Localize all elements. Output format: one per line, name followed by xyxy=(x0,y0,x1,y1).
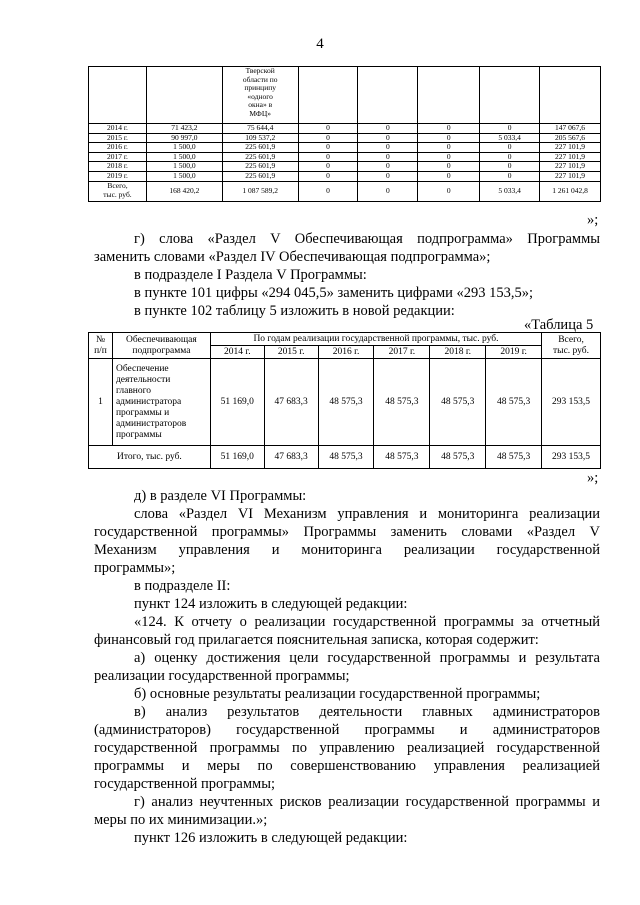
paragraph-g3: в пункте 101 цифры «294 045,5» заменить цифрами «293 153,5»; xyxy=(134,285,534,301)
table-header-row: 2014 г. 2015 г. 2016 г. 2017 г. 2018 г. 2019 г. xyxy=(89,346,601,359)
point-124-line1: «124. К отчету о реализации государственной программы за отчетный xyxy=(134,614,600,630)
item-b: б) основные результаты реализации государственной программы; xyxy=(134,686,541,702)
paragraph-g-line1: г) слова «Раздел V Обеспечивающая подпрограмма» Программы xyxy=(134,231,600,247)
section-d-intro: д) в разделе VI Программы: xyxy=(134,488,307,504)
section-d-paragraph1-line4: программы»; xyxy=(94,560,176,576)
table1-closing-quote: »; xyxy=(587,212,599,228)
item-a-line1: а) оценку достижения цели государственной программы и результата xyxy=(134,650,600,666)
item-v-line4: программы и меры по совершенствованию управления реализацией xyxy=(94,758,600,774)
item-v-line1: в) анализ результатов деятельности главных администраторов xyxy=(134,704,600,720)
item-v-line3: государственной программы по управлению реализацией государственной xyxy=(94,740,600,756)
table-row: 2017 г. 1 500,0 225 601,9 0 0 0 0 227 101,9 xyxy=(89,152,601,162)
table-header-row xyxy=(89,333,601,346)
section-d-paragraph1: слова «Раздел VI Механизм управления и мониторинга реализации xyxy=(134,506,600,522)
table-total-row: Всего, тыс. руб. 168 420,2 1 087 589,2 0 0 0 5 033,4 1 261 042,8 xyxy=(89,181,601,201)
item-g-line2: меры по их минимизации.»; xyxy=(94,812,268,828)
table-row: 2016 г. 1 500,0 225 601,9 0 0 0 0 227 101,9 xyxy=(89,143,601,153)
item-v-line5: государственной программы; xyxy=(94,776,275,792)
table-row: 1 Обеспечение деятельности главного администратора программы и администраторов программы 51 169,0 47 683,3 48 575,3 48 575,3 48 575,3 48 575,3 293 153,5 xyxy=(89,359,601,446)
table-row: 2014 г. 71 423,2 75 644,4 0 0 0 0 147 067,6 xyxy=(89,124,601,134)
point-124-line2: финансовый год прилагается пояснительная записка, которая содержит: xyxy=(94,632,539,648)
header-subprogram: Обеспечивающая подпрограмма xyxy=(112,333,210,359)
table-row xyxy=(89,67,601,124)
row-description: Обеспечение деятельности главного администратора программы и администраторов программы xyxy=(112,359,210,446)
header-num: № п/п xyxy=(89,333,113,359)
page-number: 4 xyxy=(316,36,324,52)
header-years-group: По годам реализации государственной программы, тыс. руб. xyxy=(210,333,541,346)
paragraph-g4: в пункте 102 таблицу 5 изложить в новой редакции: xyxy=(134,303,455,319)
section-d-paragraph1-line3: Механизм управления и мониторинга реализации государственной xyxy=(94,542,600,558)
item-a-line2: реализации государственной программы; xyxy=(94,668,350,684)
table-5 xyxy=(88,332,601,469)
paragraph-g2: в подразделе I Раздела V Программы: xyxy=(134,267,367,283)
item-g-line1: г) анализ неучтенных рисков реализации государственной программы и xyxy=(134,794,600,810)
table-row: 2019 г. 1 500,0 225 601,9 0 0 0 0 227 101,9 xyxy=(89,171,601,181)
point-126-intro: пункт 126 изложить в следующей редакции: xyxy=(134,830,408,846)
table-row: 2015 г. 90 997,0 109 537,2 0 0 0 5 033,4 205 567,6 xyxy=(89,133,601,143)
section-d-paragraph3: пункт 124 изложить в следующей редакции: xyxy=(134,596,408,612)
table2-closing-quote: »; xyxy=(587,470,599,486)
section-d-paragraph1-line2: государственной программы» Программы заменить словами «Раздел V xyxy=(94,524,600,540)
header-total: Всего, тыс. руб. xyxy=(542,333,601,359)
section-d-paragraph2: в подразделе II: xyxy=(134,578,231,594)
table-caption: «Таблица 5 xyxy=(524,317,594,333)
financing-table-continuation xyxy=(88,66,601,202)
table-row: 2018 г. 1 500,0 225 601,9 0 0 0 0 227 101,9 xyxy=(89,162,601,172)
table-total-row: Итого, тыс. руб. 51 169,0 47 683,3 48 575,3 48 575,3 48 575,3 48 575,3 293 153,5 xyxy=(89,446,601,469)
table-cell-note: Тверской области по принципу «одного окна» в МФЦ» xyxy=(222,67,298,124)
item-v-line2: (администраторов) государственной программы и администраторов xyxy=(94,722,600,738)
paragraph-g-line2: заменить словами «Раздел IV Обеспечивающая подпрограмма»; xyxy=(94,249,491,265)
